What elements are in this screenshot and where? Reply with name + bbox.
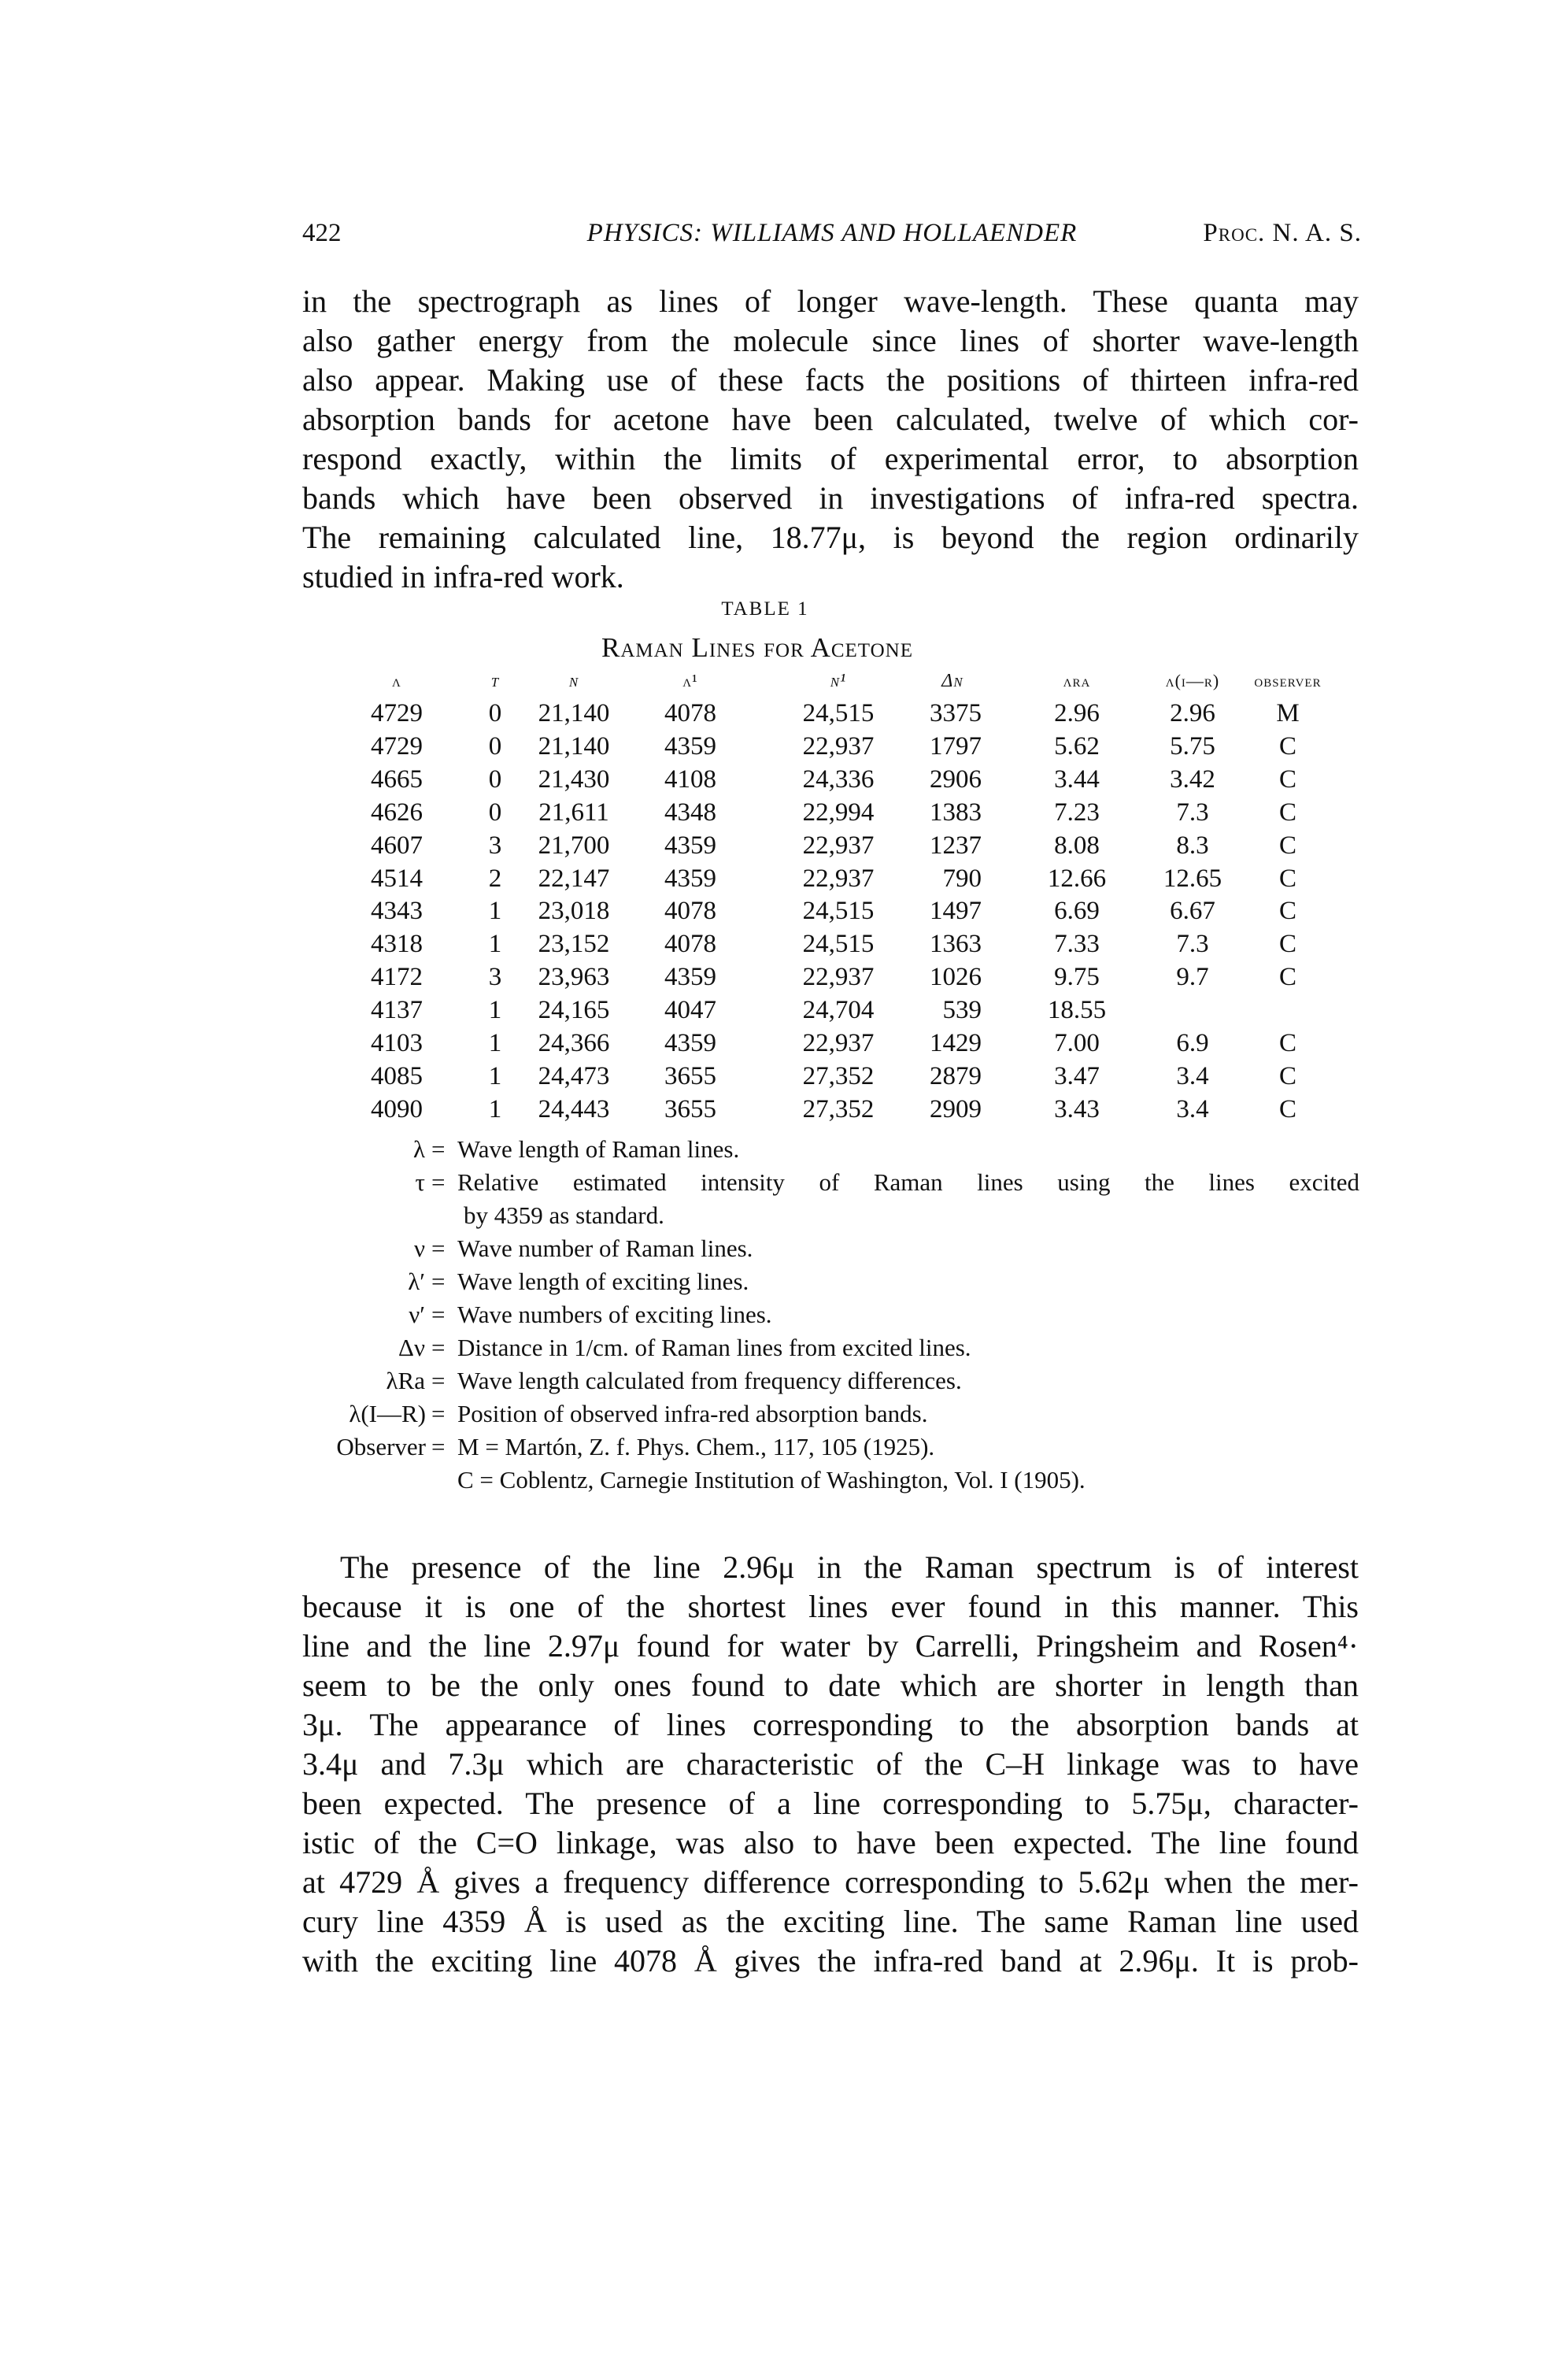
table-cell: 1 — [488, 1061, 502, 1090]
table-cell: 4108 — [664, 764, 716, 794]
table-cell: 18.55 — [1047, 996, 1107, 1025]
text-line: line and the line 2.97μ found for water by Carrelli, Pringsheim and Rosen⁴· — [302, 1628, 1359, 1664]
table-cell: 4103 — [371, 1029, 423, 1057]
table-cell: 4359 — [664, 731, 716, 761]
text-line: been expected. The presence of a line corresponding to 5.75μ, character- — [302, 1786, 1359, 1821]
table-cell: 0 — [488, 699, 502, 727]
legend-symbol: ν — [413, 1234, 425, 1262]
text-line: in the spectrograph as lines of longer wave-length. These quanta may — [302, 283, 1359, 319]
legend-text: Wave numbers of exciting lines. — [457, 1301, 772, 1328]
legend-symbol: ν′ — [409, 1301, 425, 1328]
table-cell: 1237 — [930, 831, 982, 860]
table-cell: 539 — [942, 996, 982, 1025]
table-cell: 6.9 — [1176, 1029, 1209, 1057]
legend-symbol: λ — [412, 1135, 425, 1163]
table-cell: 21,611 — [538, 798, 609, 827]
column-header: observer — [1254, 671, 1322, 690]
table-cell: 12.65 — [1163, 864, 1222, 893]
table-cell: 7.3 — [1176, 798, 1209, 827]
table-cell: 0 — [488, 731, 502, 761]
table-cell: 27,352 — [802, 1094, 875, 1123]
table-cell: 27,352 — [802, 1061, 875, 1090]
table-cell: 3.47 — [1054, 1061, 1100, 1090]
table-cell: 1 — [488, 930, 502, 959]
running-title: PHYSICS: WILLIAMS AND HOLLAENDER — [586, 219, 1078, 247]
table-cell: 22,937 — [802, 864, 875, 893]
table-cell: 4078 — [664, 897, 716, 926]
table-cell: 22,147 — [538, 864, 610, 893]
text-line: at 4729 Å gives a frequency difference corresponding to 5.62μ when the mer- — [302, 1864, 1359, 1900]
column-header: λ — [392, 671, 401, 690]
table-cell: 4665 — [371, 764, 423, 794]
table-cell: 4318 — [371, 930, 423, 959]
text-line: studied in infra-red work. — [302, 559, 624, 594]
equals-sign: = — [431, 1268, 446, 1295]
table-cell: 4085 — [371, 1061, 423, 1090]
table-cell: 4078 — [664, 699, 716, 727]
table-label: TABLE 1 — [721, 598, 809, 620]
table-cell: 0 — [488, 764, 502, 794]
table-cell: 5.75 — [1170, 731, 1215, 761]
text-line: bands which have been observed in investigations of infra-red spectra. — [302, 480, 1359, 516]
table-cell: 4090 — [371, 1094, 423, 1123]
column-header: ν¹ — [830, 671, 847, 691]
table-cell: 24,473 — [538, 1061, 610, 1090]
table-cell: 22,994 — [802, 798, 875, 827]
table-cell: 1 — [488, 897, 502, 926]
table-cell: 23,152 — [538, 930, 610, 959]
legend-text: M = Martón, Z. f. Phys. Chem., 117, 105 (1925). — [457, 1433, 935, 1460]
table-cell: 24,443 — [538, 1094, 610, 1123]
equals-sign: = — [431, 1367, 446, 1394]
column-header: τ — [490, 671, 500, 691]
table-cell: 1 — [488, 1029, 502, 1057]
table-cell: 8.3 — [1176, 831, 1209, 860]
table-cell: 7.00 — [1054, 1029, 1100, 1057]
table-cell: 1 — [488, 1094, 502, 1123]
paragraph-2 — [302, 1548, 1359, 1981]
table-cell: 2.96 — [1054, 699, 1100, 727]
table-cell: 4172 — [371, 963, 423, 992]
table-cell: 21,700 — [538, 831, 610, 860]
page-number: 422 — [302, 219, 342, 247]
table-cell: 1 — [488, 996, 502, 1025]
equals-sign: = — [431, 1168, 446, 1196]
table-cell: 4137 — [371, 996, 423, 1025]
table-cell: M — [1276, 699, 1300, 727]
text-line: also appear. Making use of these facts the positions of thirteen infra-red — [302, 362, 1359, 398]
table-cell: 24,515 — [802, 699, 875, 727]
journal-name: Proc. N. A. S. — [1203, 219, 1362, 247]
table-cell: C — [1278, 897, 1296, 926]
equals-sign: = — [431, 1400, 446, 1427]
table-cell: 3 — [488, 831, 502, 860]
table-cell: 22,937 — [802, 1029, 875, 1057]
text-line: with the exciting line 4078 Å gives the infra-red band at 2.96μ. It is prob- — [302, 1943, 1359, 1978]
table-cell: 3.43 — [1054, 1094, 1100, 1123]
table-cell: 2909 — [930, 1094, 982, 1123]
text-line: The remaining calculated line, 18.77μ, is beyond the region ordinarily — [302, 520, 1359, 555]
table-cell: 1429 — [930, 1029, 982, 1057]
table-cell: 9.75 — [1054, 963, 1100, 992]
text-line: istic of the C=O linkage, was also to have been expected. The line found — [302, 1825, 1359, 1860]
text-line: 3.4μ and 7.3μ which are characteristic of the C–H linkage was to have — [302, 1746, 1359, 1782]
table-cell: C — [1278, 1094, 1296, 1123]
table-cell: 22,937 — [802, 731, 875, 761]
table-cell: 5.62 — [1054, 731, 1100, 761]
table-cell: 23,018 — [538, 897, 610, 926]
table-cell: 1797 — [930, 731, 982, 761]
text-line: because it is one of the shortest lines ever found in this manner. This — [302, 1589, 1359, 1624]
table-cell: 3655 — [664, 1094, 716, 1123]
table-cell: 21,430 — [538, 764, 610, 794]
table-cell: C — [1278, 963, 1296, 992]
table-cell: 4359 — [664, 963, 716, 992]
legend-text: Wave length of Raman lines. — [457, 1135, 740, 1163]
table-cell: 3655 — [664, 1061, 716, 1090]
table-cell: C — [1278, 864, 1296, 893]
table-cell: C — [1278, 1061, 1296, 1090]
table-cell: 24,336 — [802, 764, 875, 794]
table-cell: 1383 — [930, 798, 982, 827]
table-cell: 24,366 — [538, 1029, 610, 1057]
legend-text: Relative estimated intensity of Raman lines using the lines excited — [457, 1168, 1359, 1196]
table-cell: 21,140 — [538, 731, 610, 761]
legend-text: C = Coblentz, Carnegie Institution of Washington, Vol. I (1905). — [457, 1466, 1086, 1494]
equals-sign: = — [431, 1433, 446, 1460]
legend-text: Distance in 1/cm. of Raman lines from excited lines. — [457, 1334, 971, 1361]
legend-symbol: Observer — [336, 1433, 426, 1460]
legend-text: Wave length of exciting lines. — [457, 1268, 749, 1295]
text-line: absorption bands for acetone have been calculated, twelve of which cor- — [302, 402, 1359, 437]
table-cell: 23,963 — [538, 963, 610, 992]
table-cell: 24,165 — [538, 996, 610, 1025]
column-header: ν — [568, 671, 579, 691]
text-line: 3μ. The appearance of lines corresponding to the absorption bands at — [302, 1707, 1359, 1742]
table-cell: C — [1278, 930, 1296, 959]
table-cell: 12.66 — [1047, 864, 1107, 893]
table-cell: 3375 — [930, 699, 982, 727]
table-cell: 4514 — [371, 864, 423, 893]
table-cell: 4348 — [664, 798, 716, 827]
table-cell: 8.08 — [1054, 831, 1100, 860]
table-cell: 3.42 — [1170, 764, 1215, 794]
legend-symbol: Δν — [398, 1334, 425, 1361]
page-header — [302, 219, 1362, 254]
table-cell: C — [1278, 1029, 1296, 1057]
equals-sign: = — [431, 1135, 446, 1163]
table-cell: 3.4 — [1176, 1061, 1209, 1090]
table-cell: 22,937 — [802, 831, 875, 860]
table-cell: 7.3 — [1176, 930, 1209, 959]
legend-text: Position of observed infra-red absorption bands. — [457, 1400, 928, 1427]
table-cell: 0 — [488, 798, 502, 827]
table-cell: 3.4 — [1176, 1094, 1209, 1123]
table-title: Raman Lines for Acetone — [601, 632, 914, 663]
table-cell: 2.96 — [1170, 699, 1215, 727]
table-cell: 7.33 — [1054, 930, 1100, 959]
table-cell: 4729 — [371, 699, 423, 727]
table-cell: 4359 — [664, 831, 716, 860]
legend-symbol: λRa — [386, 1367, 425, 1394]
table-cell: 4078 — [664, 930, 716, 959]
paragraph-1 — [302, 282, 1359, 597]
equals-sign: = — [431, 1301, 446, 1328]
table-cell: 22,937 — [802, 963, 875, 992]
table-cell: C — [1278, 798, 1296, 827]
table-cell: 1363 — [930, 930, 982, 959]
table-cell: 9.7 — [1176, 963, 1209, 992]
equals-sign: = — [431, 1334, 446, 1361]
legend-text: by 4359 as standard. — [464, 1201, 664, 1229]
table-cell: 24,515 — [802, 930, 875, 959]
legend-symbol: λ′ — [408, 1268, 425, 1295]
text-line: also gather energy from the molecule since lines of shorter wave-length — [302, 323, 1359, 358]
text-line: cury line 4359 Å is used as the exciting line. The same Raman line used — [302, 1904, 1359, 1939]
table-cell: 3 — [488, 963, 502, 992]
table-cell: 1497 — [930, 897, 982, 926]
legend-symbol: λ(I—R) — [349, 1400, 426, 1427]
text-line: respond exactly, within the limits of experimental error, to absorption — [302, 441, 1359, 476]
table-cell: 21,140 — [538, 699, 610, 727]
table-cell: 24,704 — [802, 996, 875, 1025]
table-cell: 2879 — [930, 1061, 982, 1090]
table-cell: C — [1278, 831, 1296, 860]
table-cell: 24,515 — [802, 897, 875, 926]
column-header: Δν — [941, 671, 963, 691]
table-cell: 6.69 — [1054, 897, 1100, 926]
table-cell: 4359 — [664, 864, 716, 893]
table-cell: C — [1278, 764, 1296, 794]
table-cell: 1026 — [930, 963, 982, 992]
table-cell: 4047 — [664, 996, 716, 1025]
table-cell: 4626 — [371, 798, 423, 827]
column-header: λ(i—r) — [1165, 671, 1220, 690]
legend-symbol: τ — [415, 1168, 425, 1196]
table-cell: 4607 — [371, 831, 423, 860]
table-cell: C — [1278, 731, 1296, 761]
table-cell: 3.44 — [1054, 764, 1100, 794]
text-line: seem to be the only ones found to date which are shorter in length than — [302, 1667, 1359, 1703]
column-header: λ¹ — [682, 671, 698, 690]
table-cell: 4729 — [371, 731, 423, 761]
table-cell: 2906 — [930, 764, 982, 794]
text-line: The presence of the line 2.96μ in the Raman spectrum is of interest — [340, 1549, 1359, 1585]
equals-sign: = — [431, 1234, 446, 1262]
table-cell: 6.67 — [1170, 897, 1215, 926]
table-cell: 4343 — [371, 897, 423, 926]
table-cell: 7.23 — [1054, 798, 1100, 827]
legend-text: Wave number of Raman lines. — [457, 1234, 753, 1262]
table-cell: 790 — [942, 864, 982, 893]
table-cell: 2 — [488, 864, 502, 893]
legend-text: Wave length calculated from frequency differences. — [457, 1367, 962, 1394]
table-cell: 4359 — [664, 1029, 716, 1057]
column-header: λra — [1063, 671, 1091, 690]
